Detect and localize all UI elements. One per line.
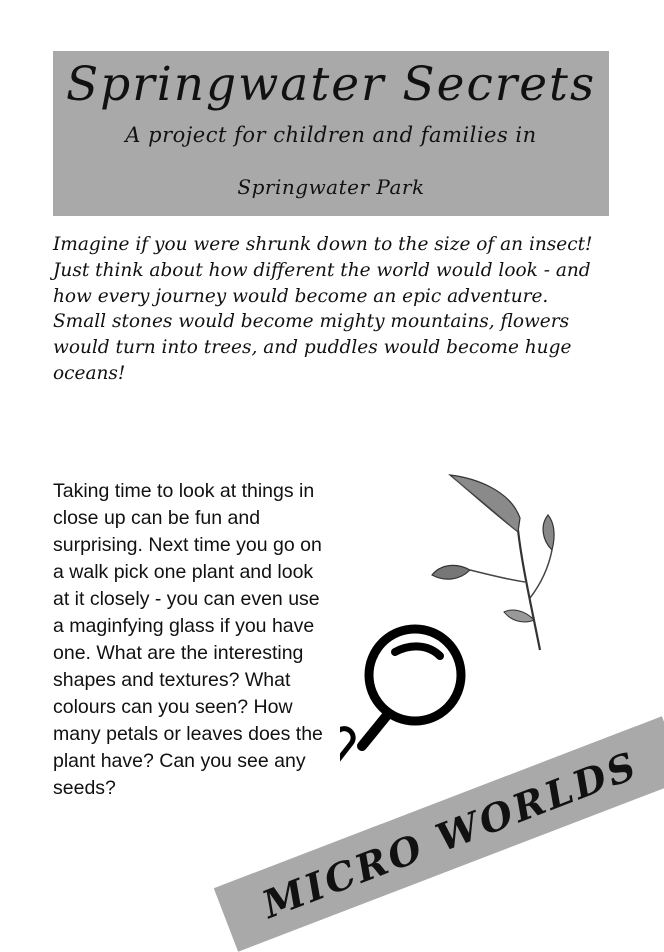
header-box	[53, 51, 609, 216]
banner-label: MICRO WORLDS	[255, 741, 645, 927]
body-paragraph: Taking time to look at things in close up can be fun and surprising. Next time you go on a walk pick one plant and look at it closely - you can even use a maginfying glass if you have one. What are the interesting shapes and textures? What colours can you seen? How many petals or leaves does the plant have? Can you see any seeds?	[53, 480, 323, 799]
page-subtitle-location: Springwater Park	[237, 175, 425, 199]
intro-paragraph: Imagine if you were shrunk down to the size of an insect! Just think about how different the world would look - and how every journey would become an epic adventure. Small stones would become mighty mountains, flowers would turn into trees, and puddles would become huge oceans!	[53, 234, 593, 384]
page-title: Springwater Secrets	[65, 57, 597, 112]
magnifying-glass-icon	[340, 620, 470, 815]
page-subtitle: A project for children and families in	[125, 123, 537, 147]
